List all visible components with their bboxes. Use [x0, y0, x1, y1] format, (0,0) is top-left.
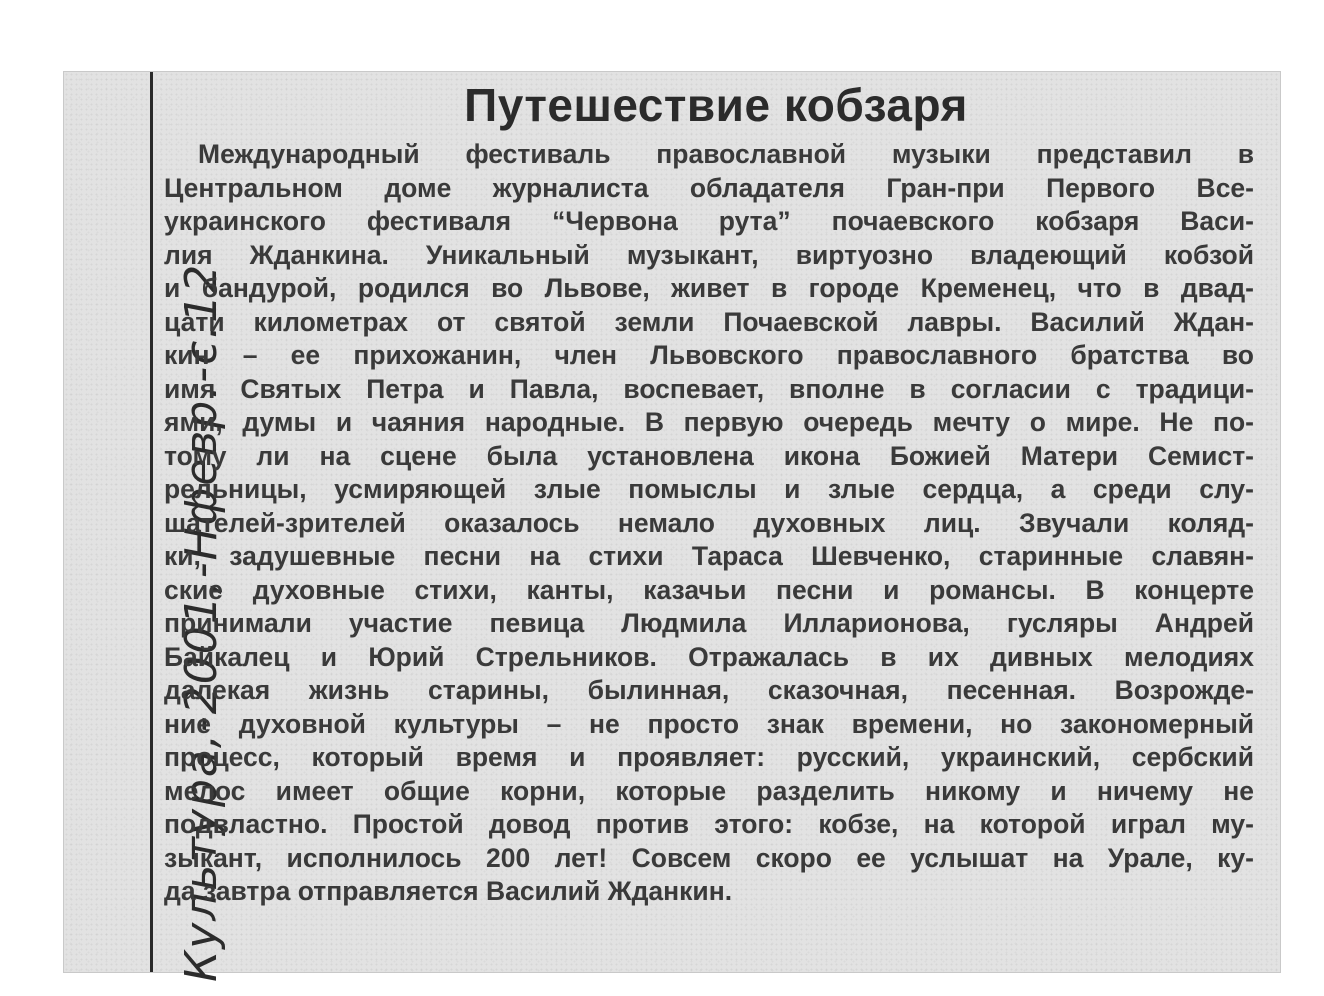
- article-line: далекая жизнь старины, былинная, сказочная, песенная. Возрожде-: [164, 675, 1254, 705]
- article-line: ские духовные стихи, канты, казачьи песни и романсы. В концерте: [164, 574, 1254, 605]
- handwritten-annotation: Культура,-2001,-Нфевр.-с.12: [176, 262, 227, 982]
- article-line: подвластно. Простой довод против этого: кобзе, на которой играл му-: [164, 809, 1254, 839]
- article-line: и бандурой, родился во Львове, живет в городе Кременец, что в двад-: [164, 273, 1254, 303]
- article-line: кин – ее прихожанин, член Львовского православного братства во: [164, 340, 1254, 370]
- vertical-column-rule: [150, 72, 153, 972]
- article-line: цати километрах от святой земли Почаевской лавры. Василий Ждан-: [164, 306, 1254, 337]
- article-line: шателей-зрителей оказалось немало духовных лиц. Звучали коляд-: [164, 507, 1254, 538]
- article-line: Международный фестиваль православной музыки представил в: [198, 139, 1254, 169]
- article-line: процесс, который время и проявляет: русский, украинский, сербский: [164, 742, 1254, 772]
- article-line: мелос имеет общие корни, которые разделить никому и ничему не: [164, 775, 1254, 806]
- article-line: зыкант, исполнилось 200 лет! Совсем скоро ее услышат на Урале, ку-: [164, 842, 1254, 873]
- article-line: да завтра отправляется Василий Жданкин.: [164, 876, 733, 906]
- article-line: лия Жданкина. Уникальный музыкант, виртуозно владеющий кобзой: [164, 239, 1254, 270]
- article-line: принимали участие певица Людмила Илларионова, гусляры Андрей: [164, 608, 1254, 638]
- article-line: рельницы, усмиряющей злые помыслы и злые сердца, а среди слу-: [164, 474, 1254, 504]
- article-line: тому ли на сцене была установлена икона Божией Матери Семист-: [164, 440, 1254, 471]
- article-line: украинского фестиваля “Червона рута” почаевского кобзаря Васи-: [164, 206, 1254, 236]
- article-line: Байкалец и Юрий Стрельников. Отражалась в их дивных мелодиях: [164, 641, 1254, 672]
- newspaper-clipping: [64, 72, 1280, 982]
- article-line: имя Святых Петра и Павла, воспевает, вполне в согласии с традици-: [164, 373, 1254, 404]
- article-headline: Путешествие кобзаря: [464, 79, 968, 131]
- article-body: [164, 138, 1254, 909]
- article-line: ями, думы и чаяния народные. В первую очередь мечту о мире. Не по-: [164, 407, 1254, 437]
- article-line: ки, задушевные песни на стихи Тараса Шевченко, старинные славян-: [164, 541, 1254, 571]
- article-line: Центральном доме журналиста обладателя Гран-при Первого Все-: [164, 172, 1254, 203]
- article-line: ние духовной культуры – не просто знак времени, но закономерный: [164, 708, 1254, 739]
